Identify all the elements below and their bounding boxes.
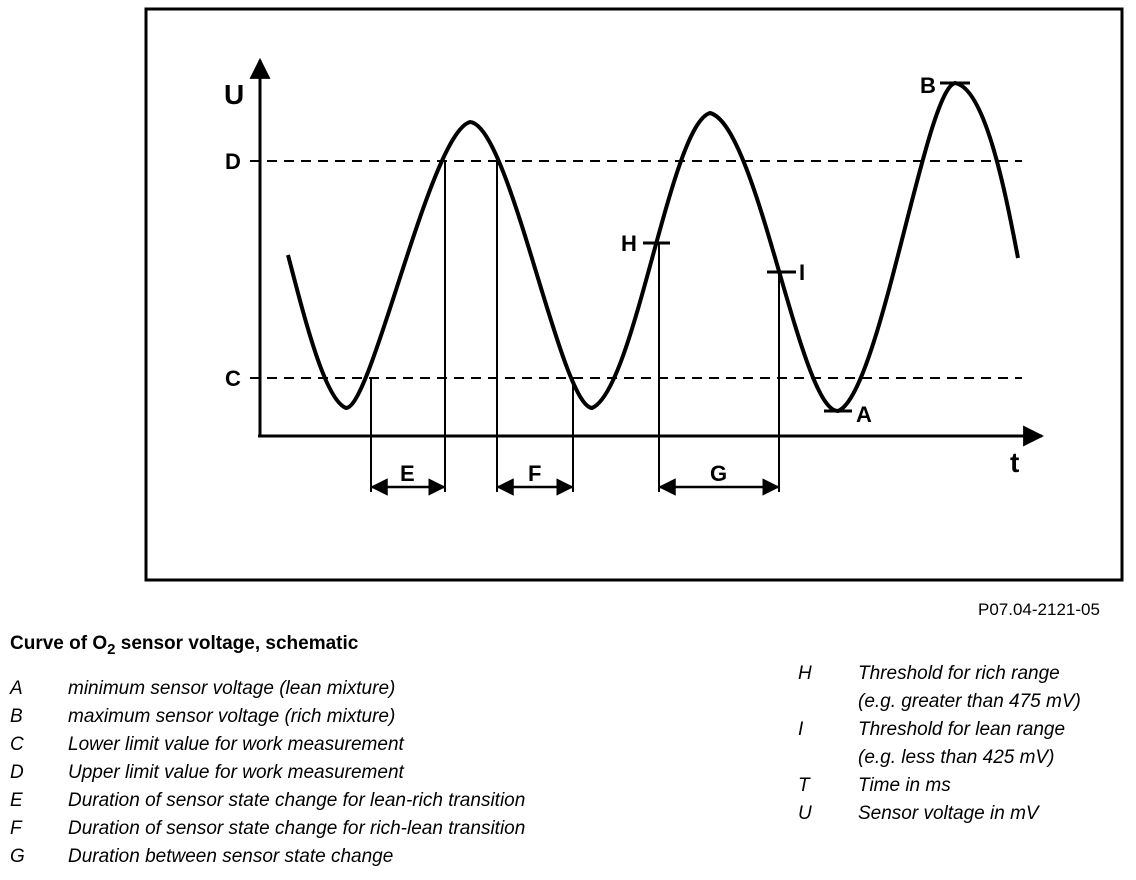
legend-item: [798, 772, 1128, 800]
x-axis-label: t: [1010, 447, 1020, 478]
caption-title-pre: Curve of O: [10, 633, 108, 654]
legend-item: [10, 815, 630, 843]
interval-e-label: E: [400, 461, 415, 486]
legend-text: maximum sensor voltage (rich mixture): [68, 706, 396, 727]
legend-item: [10, 703, 630, 731]
legend-text: Threshold for lean range: [858, 719, 1066, 740]
caption-title: [10, 633, 358, 658]
legend-text: (e.g. less than 425 mV): [858, 747, 1055, 768]
min-voltage-label: A: [856, 402, 872, 427]
legend-text: Duration of sensor state change for rich-lean transition: [68, 818, 526, 839]
legend-item: [798, 744, 1128, 772]
legend-key: C: [10, 734, 24, 755]
legend-text: Duration between sensor state change: [68, 846, 394, 867]
y-axis-label: U: [224, 79, 245, 110]
legend-item: [798, 688, 1128, 716]
legend-key: A: [10, 678, 23, 699]
caption-title-post: sensor voltage, schematic: [115, 633, 359, 654]
legend-key: D: [10, 762, 24, 783]
legend-text: Threshold for rich range: [858, 663, 1060, 684]
interval-g-label: G: [710, 461, 728, 486]
legend-key: I: [798, 719, 804, 740]
legend-left: [10, 675, 630, 871]
legend-key: T: [798, 775, 810, 796]
caption-title-sub: 2: [107, 640, 116, 658]
legend-key: U: [798, 803, 812, 824]
legend-item: [10, 843, 630, 871]
legend-item: [798, 800, 1128, 828]
legend-key: G: [10, 846, 25, 867]
diagram-frame: [146, 9, 1122, 580]
legend-key: H: [798, 663, 812, 684]
figure-id: P07.04-2121-05: [978, 600, 1100, 619]
legend-text: Sensor voltage in mV: [858, 803, 1039, 824]
sensor-voltage-curve: [288, 83, 1018, 411]
legend-item: [10, 759, 630, 787]
interval-f-label: F: [528, 461, 542, 486]
legend-item: [798, 716, 1128, 744]
legend-text: minimum sensor voltage (lean mixture): [68, 678, 396, 699]
legend-key: F: [10, 818, 22, 839]
legend-text: Upper limit value for work measurement: [68, 762, 404, 783]
rich-threshold-label: H: [621, 231, 637, 256]
legend-item: [10, 675, 630, 703]
legend-text: (e.g. greater than 475 mV): [858, 691, 1081, 712]
legend-item: [10, 731, 630, 759]
lower-limit-label: C: [225, 366, 241, 391]
legend-text: Time in ms: [858, 775, 951, 796]
legend-item: [10, 787, 630, 815]
legend-key: B: [10, 706, 23, 727]
legend-key: E: [10, 790, 23, 811]
upper-limit-label: D: [225, 149, 241, 174]
legend-text: Duration of sensor state change for lean-rich transition: [68, 790, 526, 811]
legend-right: [798, 660, 1128, 828]
lean-threshold-label: I: [799, 260, 806, 285]
legend-text: Lower limit value for work measurement: [68, 734, 404, 755]
legend-item: [798, 660, 1128, 688]
max-voltage-label: B: [920, 73, 936, 98]
